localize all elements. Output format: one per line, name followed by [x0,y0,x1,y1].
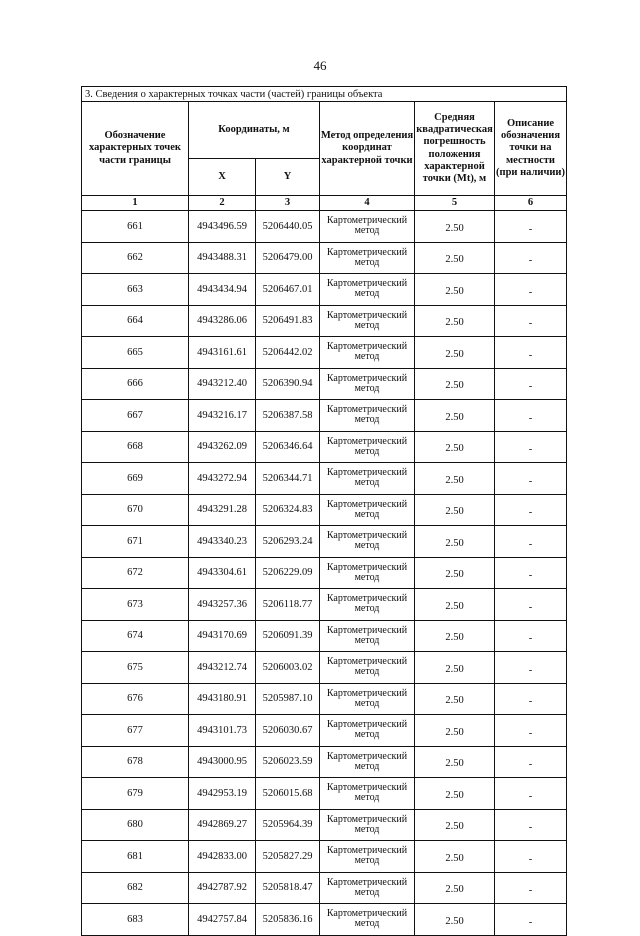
x-coordinate-cell: 4942833.00 [189,841,256,873]
table-row [82,683,567,715]
method-line-2: метод [354,225,380,237]
description-cell: - [495,652,567,684]
description-cell: - [495,715,567,747]
method-line-1: Картометрический [326,404,408,416]
method-cell [320,526,415,558]
x-coordinate-cell: 4943262.09 [189,431,256,463]
mean-error-cell: 2.50 [415,715,495,747]
method-cell [320,715,415,747]
mean-error-cell: 2.50 [415,778,495,810]
method-line-2: метод [354,319,380,331]
method-cell [320,778,415,810]
description-cell: - [495,274,567,306]
table-row [82,809,567,841]
x-coordinate-cell: 4943488.31 [189,242,256,274]
table-row [82,431,567,463]
description-cell: - [495,368,567,400]
method-cell [320,683,415,715]
description-cell: - [495,337,567,369]
method-cell [320,746,415,778]
y-coordinate-cell: 5206491.83 [256,305,320,337]
y-coordinate-cell: 5205987.10 [256,683,320,715]
method-line-2: метод [354,666,380,678]
mean-error-cell: 2.50 [415,305,495,337]
point-id-cell: 677 [82,715,189,747]
y-coordinate-cell: 5206023.59 [256,746,320,778]
x-coordinate-cell: 4943212.74 [189,652,256,684]
description-cell: - [495,872,567,904]
table-row [82,652,567,684]
boundary-points-table [81,86,567,936]
x-coordinate-cell: 4943340.23 [189,526,256,558]
method-cell [320,368,415,400]
table-row [82,715,567,747]
description-cell: - [495,557,567,589]
header-method: Метод определения координат характерной точки [320,102,415,196]
method-line-1: Картометрический [326,246,408,258]
method-line-1: Картометрический [326,845,408,857]
method-cell [320,841,415,873]
point-id-cell: 661 [82,211,189,243]
table-row [82,841,567,873]
method-cell [320,494,415,526]
mean-error-cell: 2.50 [415,652,495,684]
method-line-2: метод [354,288,380,300]
method-line-2: метод [354,414,380,426]
x-coordinate-cell: 4943272.94 [189,463,256,495]
x-coordinate-cell: 4943496.59 [189,211,256,243]
y-coordinate-cell: 5205818.47 [256,872,320,904]
point-id-cell: 675 [82,652,189,684]
page-number: 46 [313,58,327,73]
table-row [82,526,567,558]
point-id-cell: 683 [82,904,189,936]
header-description: Описание обозначения точки на местности (при наличии) [495,102,567,196]
method-line-1: Картометрический [326,435,408,447]
mean-error-cell: 2.50 [415,620,495,652]
method-line-2: метод [354,729,380,741]
method-line-2: метод [354,351,380,363]
method-line-2: метод [354,760,380,772]
mean-error-cell: 2.50 [415,809,495,841]
description-cell: - [495,683,567,715]
table-row [82,557,567,589]
column-index: 5 [415,196,495,211]
method-line-2: метод [354,855,380,867]
method-cell [320,463,415,495]
method-line-1: Картометрический [326,278,408,290]
method-line-2: метод [354,697,380,709]
x-coordinate-cell: 4943101.73 [189,715,256,747]
mean-error-cell: 2.50 [415,872,495,904]
description-cell: - [495,242,567,274]
y-coordinate-cell: 5206346.64 [256,431,320,463]
table-row [82,463,567,495]
method-line-1: Картометрический [326,309,408,321]
y-coordinate-cell: 5206118.77 [256,589,320,621]
method-cell [320,274,415,306]
x-coordinate-cell: 4943304.61 [189,557,256,589]
description-cell: - [495,841,567,873]
method-line-1: Картометрический [326,687,408,699]
point-id-cell: 667 [82,400,189,432]
point-id-cell: 664 [82,305,189,337]
header-y: Y [256,159,320,196]
mean-error-cell: 2.50 [415,400,495,432]
table-row [82,778,567,810]
mean-error-cell: 2.50 [415,274,495,306]
method-line-2: метод [354,571,380,583]
description-cell: - [495,400,567,432]
x-coordinate-cell: 4943216.17 [189,400,256,432]
table-row [82,589,567,621]
method-line-2: метод [354,540,380,552]
x-coordinate-cell: 4942869.27 [189,809,256,841]
column-index: 6 [495,196,567,211]
header-point-designation: Обозначение характерных точек части границы [82,102,189,196]
mean-error-cell: 2.50 [415,431,495,463]
y-coordinate-cell: 5206015.68 [256,778,320,810]
method-line-2: метод [354,256,380,268]
description-cell: - [495,809,567,841]
y-coordinate-cell: 5205827.29 [256,841,320,873]
method-line-1: Картометрический [326,813,408,825]
method-cell [320,211,415,243]
y-coordinate-cell: 5206091.39 [256,620,320,652]
method-cell [320,431,415,463]
mean-error-cell: 2.50 [415,242,495,274]
method-line-2: метод [354,792,380,804]
method-line-1: Картометрический [326,498,408,510]
y-coordinate-cell: 5206324.83 [256,494,320,526]
point-id-cell: 672 [82,557,189,589]
x-coordinate-cell: 4942787.92 [189,872,256,904]
x-coordinate-cell: 4943434.94 [189,274,256,306]
y-coordinate-cell: 5206390.94 [256,368,320,400]
method-cell [320,557,415,589]
method-line-1: Картометрический [326,561,408,573]
x-coordinate-cell: 4943170.69 [189,620,256,652]
y-coordinate-cell: 5206467.01 [256,274,320,306]
x-coordinate-cell: 4943291.28 [189,494,256,526]
method-cell [320,305,415,337]
method-line-2: метод [354,382,380,394]
header-coordinates: Координаты, м [189,102,320,159]
table-row [82,211,567,243]
table-row [82,494,567,526]
x-coordinate-cell: 4942757.84 [189,904,256,936]
point-id-cell: 666 [82,368,189,400]
description-cell: - [495,526,567,558]
y-coordinate-cell: 5206442.02 [256,337,320,369]
point-id-cell: 670 [82,494,189,526]
table-row [82,620,567,652]
y-coordinate-cell: 5206387.58 [256,400,320,432]
mean-error-cell: 2.50 [415,683,495,715]
table-row [82,305,567,337]
point-id-cell: 669 [82,463,189,495]
y-coordinate-cell: 5206003.02 [256,652,320,684]
method-line-1: Картометрический [326,782,408,794]
mean-error-cell: 2.50 [415,746,495,778]
y-coordinate-cell: 5206030.67 [256,715,320,747]
mean-error-cell: 2.50 [415,904,495,936]
description-cell: - [495,494,567,526]
method-line-1: Картометрический [326,719,408,731]
method-line-1: Картометрический [326,341,408,353]
method-cell [320,589,415,621]
header-mean-error: Средняя квадратическая погрешность положения характерной точки (Mt), м [415,102,495,196]
table-row [82,872,567,904]
y-coordinate-cell: 5206293.24 [256,526,320,558]
method-line-1: Картометрический [326,530,408,542]
method-line-1: Картометрический [326,624,408,636]
point-id-cell: 681 [82,841,189,873]
mean-error-cell: 2.50 [415,589,495,621]
column-index: 3 [256,196,320,211]
method-line-1: Картометрический [326,593,408,605]
table-row [82,904,567,936]
header-x: X [189,159,256,196]
x-coordinate-cell: 4942953.19 [189,778,256,810]
table-row [82,242,567,274]
description-cell: - [495,904,567,936]
point-id-cell: 662 [82,242,189,274]
point-id-cell: 668 [82,431,189,463]
column-index: 4 [320,196,415,211]
mean-error-cell: 2.50 [415,463,495,495]
y-coordinate-cell: 5206229.09 [256,557,320,589]
x-coordinate-cell: 4943161.61 [189,337,256,369]
y-coordinate-cell: 5206440.05 [256,211,320,243]
point-id-cell: 674 [82,620,189,652]
method-cell [320,872,415,904]
mean-error-cell: 2.50 [415,494,495,526]
point-id-cell: 665 [82,337,189,369]
description-cell: - [495,463,567,495]
method-line-1: Картометрический [326,656,408,668]
method-line-2: метод [354,918,380,930]
method-line-1: Картометрический [326,467,408,479]
method-line-1: Картометрический [326,908,408,920]
method-line-2: метод [354,508,380,520]
mean-error-cell: 2.50 [415,841,495,873]
y-coordinate-cell: 5205964.39 [256,809,320,841]
method-line-2: метод [354,603,380,615]
point-id-cell: 680 [82,809,189,841]
method-cell [320,620,415,652]
y-coordinate-cell: 5206344.71 [256,463,320,495]
table-row [82,337,567,369]
method-cell [320,337,415,369]
column-index: 2 [189,196,256,211]
y-coordinate-cell: 5206479.00 [256,242,320,274]
point-id-cell: 673 [82,589,189,621]
x-coordinate-cell: 4943257.36 [189,589,256,621]
mean-error-cell: 2.50 [415,557,495,589]
description-cell: - [495,778,567,810]
method-line-1: Картометрический [326,215,408,227]
table-row [82,400,567,432]
description-cell: - [495,620,567,652]
method-line-2: метод [354,886,380,898]
x-coordinate-cell: 4943000.95 [189,746,256,778]
point-id-cell: 679 [82,778,189,810]
column-index: 1 [82,196,189,211]
method-line-1: Картометрический [326,750,408,762]
column-index-row [82,196,567,211]
method-cell [320,809,415,841]
method-line-2: метод [354,823,380,835]
description-cell: - [495,746,567,778]
point-id-cell: 678 [82,746,189,778]
point-id-cell: 663 [82,274,189,306]
description-cell: - [495,305,567,337]
table-row [82,368,567,400]
description-cell: - [495,431,567,463]
point-id-cell: 682 [82,872,189,904]
method-line-2: метод [354,477,380,489]
mean-error-cell: 2.50 [415,211,495,243]
method-cell [320,400,415,432]
mean-error-cell: 2.50 [415,526,495,558]
method-cell [320,242,415,274]
x-coordinate-cell: 4943212.40 [189,368,256,400]
method-line-1: Картометрический [326,372,408,384]
x-coordinate-cell: 4943180.91 [189,683,256,715]
description-cell: - [495,211,567,243]
method-line-2: метод [354,634,380,646]
table-row [82,274,567,306]
method-cell [320,904,415,936]
point-id-cell: 671 [82,526,189,558]
section-title: 3. Сведения о характерных точках части (частей) границы объекта [82,87,567,102]
x-coordinate-cell: 4943286.06 [189,305,256,337]
table-row [82,746,567,778]
method-line-1: Картометрический [326,876,408,888]
method-cell [320,652,415,684]
method-line-2: метод [354,445,380,457]
mean-error-cell: 2.50 [415,368,495,400]
description-cell: - [495,589,567,621]
y-coordinate-cell: 5205836.16 [256,904,320,936]
mean-error-cell: 2.50 [415,337,495,369]
point-id-cell: 676 [82,683,189,715]
